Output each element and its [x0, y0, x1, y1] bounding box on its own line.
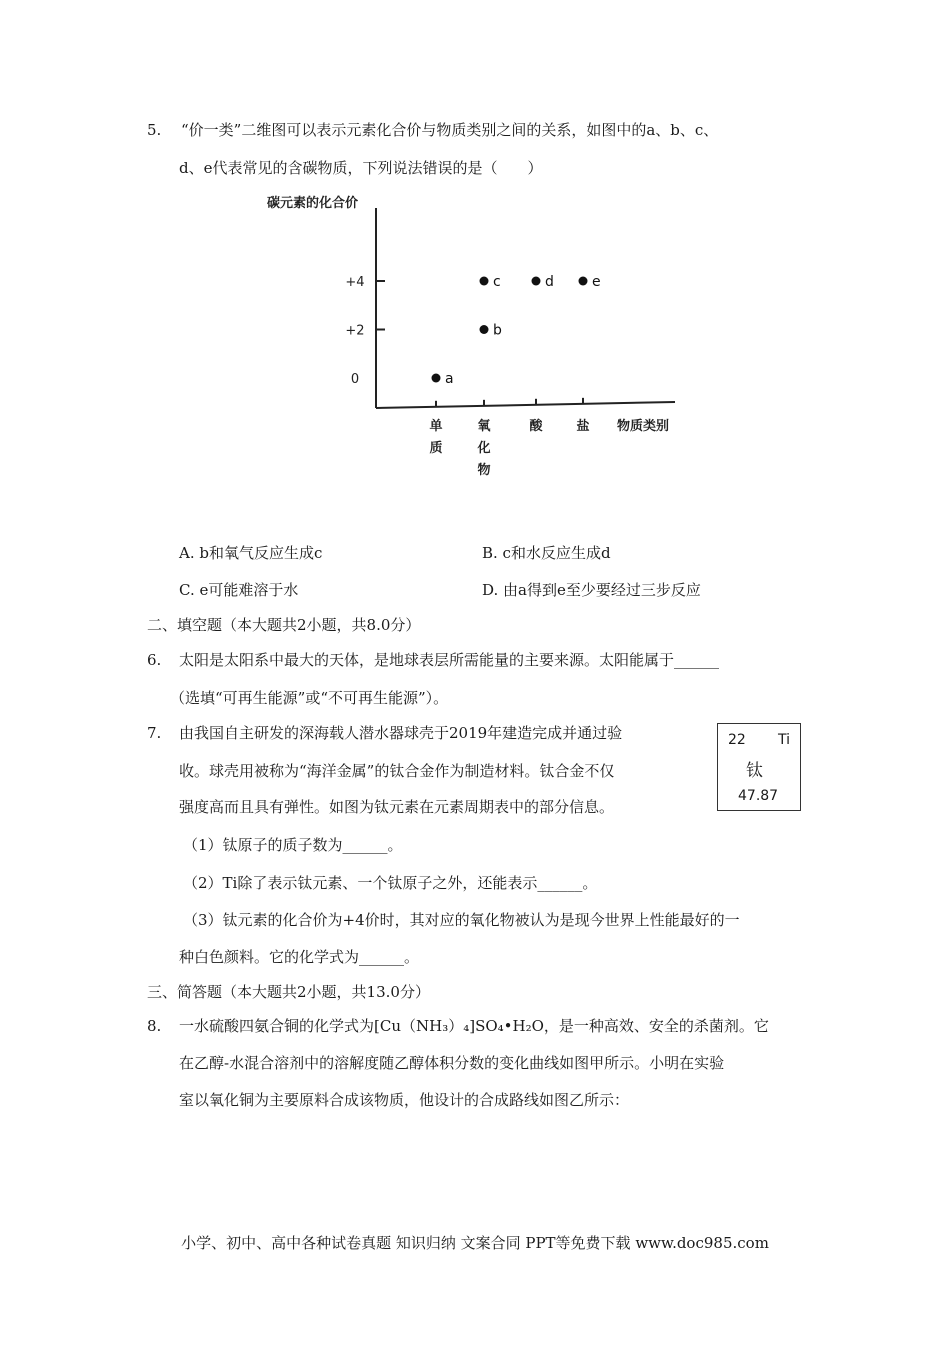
question-text: 强度高而且具有弹性。如图为钛元素在元素周期表中的部分信息。 [179, 798, 615, 816]
x-axis-label: 物质类别 [617, 419, 670, 434]
point-label: d [545, 274, 554, 290]
data-point [432, 374, 441, 383]
data-point [480, 277, 489, 286]
y-tick-label: 0 [350, 372, 360, 387]
x-tick-label: 酸 [529, 419, 543, 434]
sub-question: （2）Ti除了表示钛元素、一个钛原子之外，还能表示______。 [183, 874, 598, 892]
point-label: e [592, 274, 601, 290]
question-text: 由我国自主研发的深海载人潜水器球壳于2019年建造完成并通过验 [179, 724, 623, 742]
option-b: B. c和水反应生成d [482, 544, 611, 562]
x-axis [376, 402, 675, 408]
question-text: 室以氧化铜为主要原料合成该物质，他设计的合成路线如图乙所示： [179, 1091, 630, 1109]
question-text: （选填“可再生能源”或“不可再生能源”）。 [170, 689, 449, 707]
question-number: 7. [147, 724, 162, 742]
atomic-number: 22 [728, 732, 746, 748]
question-text: “价一类”二维图可以表示元素化合价与物质类别之间的关系，如图中的a、b、c、 [181, 121, 719, 139]
question-text: 一水硫酸四氨合铜的化学式为[Cu（NH₃）₄]SO₄•H₂O，是一种高效、安全的杀菌剂。它 [179, 1017, 769, 1035]
x-tick-label: 单质 [429, 419, 443, 456]
y-tick-label: +4 [345, 275, 365, 290]
point-label: b [493, 322, 502, 339]
question-number: 5. [147, 121, 162, 139]
valence-category-chart [255, 190, 695, 490]
data-point [480, 325, 489, 334]
sub-question: （3）钛元素的化合价为+4价时，其对应的氧化物被认为是现今世界上性能最好的一 [183, 911, 740, 929]
x-tick-label: 盐 [576, 419, 590, 434]
option-d: D. 由a得到e至少要经过三步反应 [482, 581, 701, 599]
question-text: 收。球壳用被称为“海洋金属”的钛合金作为制造材料。钛合金不仅 [179, 762, 615, 780]
section-title: 二、填空题（本大题共2小题，共8.0分） [147, 616, 421, 634]
point-label: a [445, 371, 454, 387]
question-text: 在乙醇-水混合溶剂中的溶解度随乙醇体积分数的变化曲线如图甲所示。小明在实验 [179, 1054, 725, 1072]
option-a: A. b和氧气反应生成c [179, 544, 323, 562]
point-label: c [493, 274, 501, 290]
element-symbol: Ti [777, 732, 790, 748]
question-number: 8. [147, 1017, 162, 1035]
x-tick-label: 氧化物 [477, 419, 491, 478]
y-axis-label: 碳元素的化合价 [267, 196, 359, 211]
y-tick-label: +2 [345, 323, 365, 339]
data-point [579, 277, 588, 286]
section-title: 三、简答题（本大题共2小题，共13.0分） [147, 983, 430, 1001]
sub-question: （1）钛原子的质子数为______。 [183, 836, 403, 854]
question-text: d、e代表常见的含碳物质，下列说法错误的是（ ） [179, 159, 543, 177]
data-point [532, 277, 541, 286]
element-card [717, 723, 801, 811]
option-c: C. e可能难溶于水 [179, 581, 299, 599]
question-number: 6. [147, 651, 162, 669]
atomic-mass: 47.87 [738, 788, 779, 804]
element-name: 钛 [746, 761, 763, 781]
page-footer: 小学、初中、高中各种试卷真题 知识归纳 文案合同 PPT等免费下载 www.doc985.com [181, 1234, 769, 1252]
sub-question: 种白色颜料。它的化学式为______。 [179, 948, 420, 966]
question-text: 太阳是太阳系中最大的天体，是地球表层所需能量的主要来源。太阳能属于______ [179, 651, 720, 669]
